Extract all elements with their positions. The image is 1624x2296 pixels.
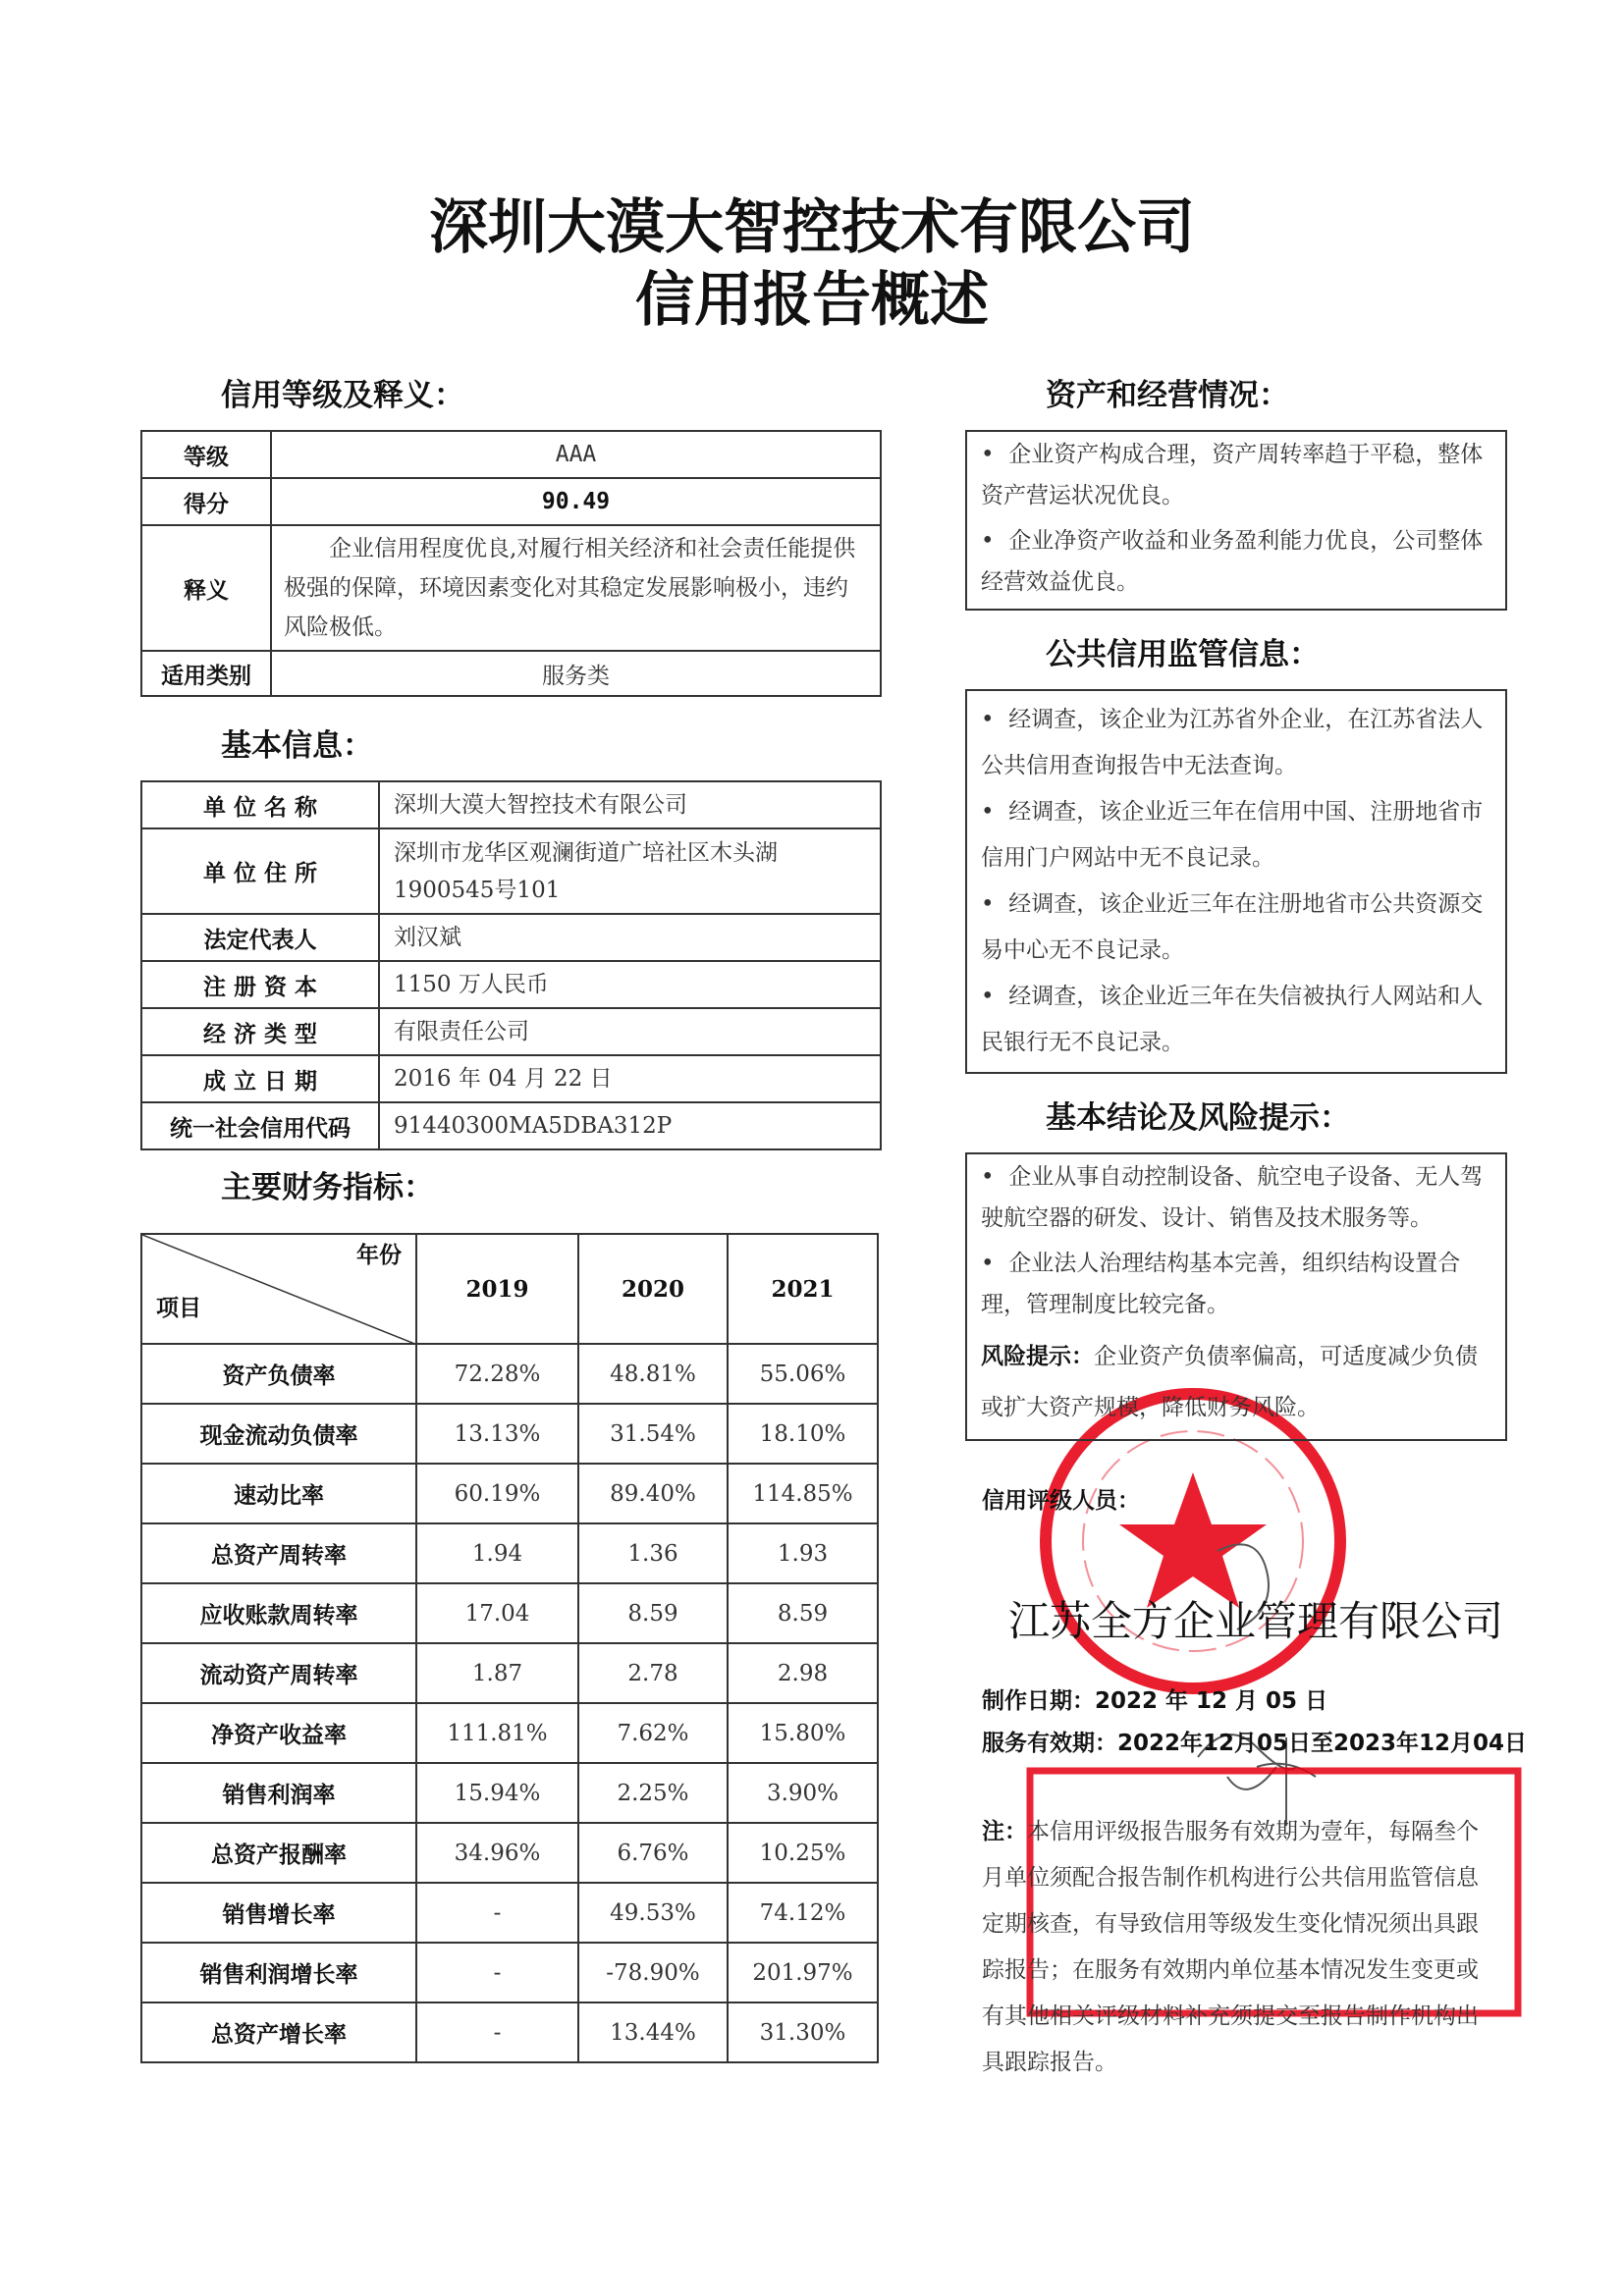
indicator-value: 1.93: [728, 1523, 878, 1583]
indicator-name: 销售增长率: [141, 1883, 416, 1943]
grade-value: AAA: [271, 431, 881, 478]
financial-row: [141, 1583, 878, 1643]
indicator-name: 应收账款周转率: [141, 1583, 416, 1643]
year-header: 2019: [416, 1234, 578, 1344]
indicator-value: 6.76%: [578, 1823, 728, 1883]
indicator-name: 净资产收益率: [141, 1703, 416, 1763]
indicator-value: 1.36: [578, 1523, 728, 1583]
indicator-value: 15.80%: [728, 1703, 878, 1763]
indicator-value: 15.94%: [416, 1763, 578, 1823]
indicator-value: 1.94: [416, 1523, 578, 1583]
item-text: 经调查，该企业近三年在失信被执行人网站和人民银行无不良记录。: [981, 984, 1484, 1055]
indicator-value: -: [416, 1943, 578, 2002]
label: 适用类别: [141, 651, 271, 696]
financial-row: [141, 1464, 878, 1523]
basic-info-table: [140, 780, 882, 1150]
indicator-value: 201.97%: [728, 1943, 878, 2002]
financial-row: [141, 1703, 878, 1763]
indicator-value: 111.81%: [416, 1703, 578, 1763]
year-header: 2021: [728, 1234, 878, 1344]
indicator-value: -: [416, 1883, 578, 1943]
indicator-value: 1.87: [416, 1643, 578, 1703]
value: 有限责任公司: [379, 1008, 881, 1055]
label: 统一社会信用代码: [141, 1102, 379, 1149]
assets-item: • 企业净资产收益和业务盈利能力优良，公司整体经营效益优良。: [981, 528, 1484, 595]
indicator-name: 总资产增长率: [141, 2002, 416, 2062]
assets-box: [965, 430, 1507, 611]
indicator-value: 60.19%: [416, 1464, 578, 1523]
item-text: 经调查，该企业近三年在注册地省市公共资源交易中心无不良记录。: [981, 891, 1484, 963]
basic-row: [141, 1055, 881, 1102]
indicator-value: 72.28%: [416, 1344, 578, 1404]
indicator-name: 销售利润增长率: [141, 1943, 416, 2002]
corner-cell: [141, 1234, 416, 1344]
item-text: 企业净资产收益和业务盈利能力优良，公司整体经营效益优良。: [981, 528, 1484, 595]
valid-range: 2022年12月05日至2023年12月04日: [1117, 1731, 1528, 1756]
financial-row: [141, 1943, 878, 2002]
conclusion-item: • 企业法人治理结构基本完善，组织结构设置合理，管理制度比较完备。: [981, 1251, 1461, 1317]
basic-heading: 基本信息：: [221, 728, 373, 764]
indicator-name: 资产负债率: [141, 1344, 416, 1404]
indicator-value: 48.81%: [578, 1344, 728, 1404]
note-text: 本信用评级报告服务有效期为壹年，每隔叁个月单位须配合报告制作机构进行公共信用监管信息定期核查，有导致信用等级发生变化情况须出具跟踪报告；在服务有效期内单位基本情况发生变更或有其他相关评级材料补充须提交至报告制作机构出具跟踪报告。: [982, 1819, 1479, 2075]
agency-name: 江苏全方企业管理有限公司: [1008, 1597, 1504, 1645]
financial-heading: 主要财务指标：: [221, 1170, 434, 1205]
year-header: 2020: [578, 1234, 728, 1344]
made-date: [982, 1684, 1507, 1718]
financial-row: [141, 1523, 878, 1583]
indicator-value: 114.85%: [728, 1464, 878, 1523]
risk-label: 风险提示：: [981, 1344, 1094, 1369]
public-item: • 经调查，该企业近三年在失信被执行人网站和人民银行无不良记录。: [981, 984, 1484, 1055]
credit-row-grade: [141, 431, 881, 478]
item-text: 企业法人治理结构基本完善，组织结构设置合理，管理制度比较完备。: [981, 1251, 1461, 1317]
indicator-value: 55.06%: [728, 1344, 878, 1404]
indicator-value: 49.53%: [578, 1883, 728, 1943]
indicator-value: 13.13%: [416, 1404, 578, 1464]
report-title: 信用报告概述: [635, 266, 989, 335]
label: 等级: [141, 431, 271, 478]
financial-row: [141, 1643, 878, 1703]
basic-row: [141, 828, 881, 914]
company-title: 深圳大漠大智控技术有限公司: [429, 193, 1195, 262]
indicator-value: 74.12%: [728, 1883, 878, 1943]
risk-note: [981, 1331, 1491, 1433]
conclusion-box: [965, 1152, 1507, 1441]
label: 单 位 名 称: [141, 781, 379, 828]
risk-text: 企业资产负债率偏高，可适度减少负债或扩大资产规模，降低财务风险。: [981, 1344, 1478, 1420]
financial-row: [141, 1883, 878, 1943]
corner-item-label: 项目: [156, 1296, 201, 1321]
assets-item: • 企业资产构成合理，资产周转率趋于平稳，整体资产营运状况优良。: [981, 442, 1484, 508]
financial-header-row: [141, 1234, 878, 1344]
indicator-name: 现金流动负债率: [141, 1404, 416, 1464]
meaning-value: 企业信用程度优良,对履行相关经济和社会责任能提供极强的保障，环境因素变化对其稳定发展影响极小，违约风险极低。: [271, 525, 881, 651]
financial-row: [141, 1344, 878, 1404]
indicator-value: 2.98: [728, 1643, 878, 1703]
financial-row: [141, 1404, 878, 1464]
indicator-value: 18.10%: [728, 1404, 878, 1464]
rater-label: 信用评级人员：: [982, 1488, 1140, 1514]
item-text: 企业资产构成合理，资产周转率趋于平稳，整体资产营运状况优良。: [981, 442, 1484, 508]
credit-heading: 信用等级及释义：: [221, 378, 464, 413]
indicator-value: 13.44%: [578, 2002, 728, 2062]
value: 1150 万人民币: [379, 961, 881, 1008]
conclusion-item: • 企业从事自动控制设备、航空电子设备、无人驾驶航空器的研发、设计、销售及技术服务等。: [981, 1164, 1484, 1231]
credit-row-category: [141, 651, 881, 696]
financial-table: [140, 1233, 879, 2063]
indicator-name: 流动资产周转率: [141, 1643, 416, 1703]
indicator-value: 31.30%: [728, 2002, 878, 2062]
value: 深圳大漠大智控技术有限公司: [379, 781, 881, 828]
indicator-value: 89.40%: [578, 1464, 728, 1523]
indicator-value: 7.62%: [578, 1703, 728, 1763]
indicator-name: 速动比率: [141, 1464, 416, 1523]
indicator-value: 3.90%: [728, 1763, 878, 1823]
indicator-value: 8.59: [728, 1583, 878, 1643]
score-value: 90.49: [271, 478, 881, 525]
basic-row: [141, 961, 881, 1008]
assets-heading: 资产和经营情况：: [1046, 378, 1289, 413]
value: 91440300MA5DBA312P: [379, 1102, 881, 1149]
label: 释义: [141, 525, 271, 651]
indicator-value: -: [416, 2002, 578, 2062]
label: 单 位 住 所: [141, 828, 379, 914]
right-column: [965, 376, 1528, 2086]
basic-row: [141, 1008, 881, 1055]
indicator-name: 销售利润率: [141, 1763, 416, 1823]
public-item: • 经调查，该企业近三年在注册地省市公共资源交易中心无不良记录。: [981, 891, 1484, 963]
public-item: • 经调查，该企业近三年在信用中国、注册地省市信用门户网站中无不良记录。: [981, 799, 1484, 871]
financial-row: [141, 2002, 878, 2062]
credit-row-score: [141, 478, 881, 525]
public-item: • 经调查，该企业为江苏省外企业，在江苏省法人公共信用查询报告中无法查询。: [981, 707, 1484, 778]
label: 注 册 资 本: [141, 961, 379, 1008]
category-value: 服务类: [271, 651, 881, 696]
value: 深圳市龙华区观澜街道广培社区木头湖1900545号101: [379, 828, 881, 914]
indicator-value: 2.25%: [578, 1763, 728, 1823]
financial-row: [141, 1763, 878, 1823]
basic-row: [141, 1102, 881, 1149]
indicator-value: 10.25%: [728, 1823, 878, 1883]
basic-row: [141, 914, 881, 961]
valid-label: 服务有效期：: [982, 1731, 1117, 1756]
left-column: [140, 376, 882, 2063]
financial-row: [141, 1823, 878, 1883]
label: 成 立 日 期: [141, 1055, 379, 1102]
public-credit-box: [965, 689, 1507, 1074]
public-heading: 公共信用监管信息：: [1046, 637, 1320, 672]
valid-period: [982, 1727, 1528, 1760]
conclusion-heading: 基本结论及风险提示：: [1046, 1100, 1350, 1136]
indicator-value: 31.54%: [578, 1404, 728, 1464]
label: 得分: [141, 478, 271, 525]
indicator-value: 2.78: [578, 1643, 728, 1703]
indicator-name: 总资产报酬率: [141, 1823, 416, 1883]
made-date-label: 制作日期：: [982, 1688, 1095, 1714]
value: 2016 年 04 月 22 日: [379, 1055, 881, 1102]
indicator-value: 34.96%: [416, 1823, 578, 1883]
label: 经 济 类 型: [141, 1008, 379, 1055]
label: 法定代表人: [141, 914, 379, 961]
credit-row-meaning: [141, 525, 881, 651]
note-label: 注：: [982, 1819, 1027, 1844]
indicator-value: 8.59: [578, 1583, 728, 1643]
credit-table: [140, 430, 882, 697]
footer-note: [982, 1809, 1492, 2086]
value: 刘汉斌: [379, 914, 881, 961]
basic-row: [141, 781, 881, 828]
indicator-value: 17.04: [416, 1583, 578, 1643]
item-text: 企业从事自动控制设备、航空电子设备、无人驾驶航空器的研发、设计、销售及技术服务等。: [981, 1164, 1484, 1231]
indicator-value: -78.90%: [578, 1943, 728, 2002]
item-text: 经调查，该企业为江苏省外企业，在江苏省法人公共信用查询报告中无法查询。: [981, 707, 1484, 778]
item-text: 经调查，该企业近三年在信用中国、注册地省市信用门户网站中无不良记录。: [981, 799, 1484, 871]
corner-year-label: 年份: [356, 1243, 402, 1268]
indicator-name: 总资产周转率: [141, 1523, 416, 1583]
made-date-value: 2022 年 12 月 05 日: [1095, 1688, 1328, 1714]
